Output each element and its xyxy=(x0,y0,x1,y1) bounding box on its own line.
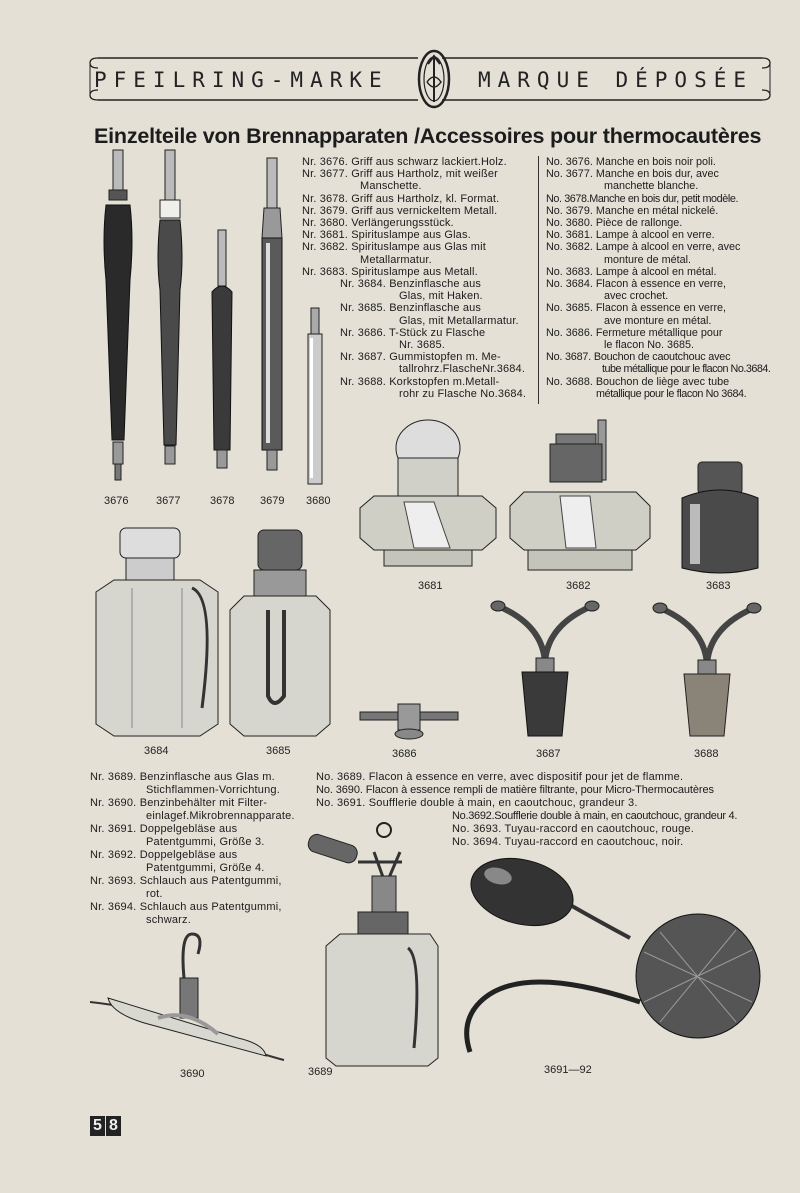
german-bottom-item: Nr. 3694. Schlauch aus Patentgummi, xyxy=(90,901,282,913)
label-3690: 3690 xyxy=(180,1068,205,1080)
german-item-list xyxy=(302,156,536,400)
label-3680: 3680 xyxy=(306,495,331,507)
german-item: Nr. 3686. T-Stück zu Flasche xyxy=(340,326,486,339)
french-item: No. 3677. Manche en bois dur, avec xyxy=(546,168,719,181)
german-item: tallrohrz.FlascheNr.3684. xyxy=(399,363,526,376)
handle-3676-illustration xyxy=(96,150,140,490)
label-3682: 3682 xyxy=(566,580,591,592)
header-right-text: MARQUE DÉPOSÉE xyxy=(478,68,754,92)
german-item: Nr. 3682. Spirituslampe aus Glas mit xyxy=(302,241,486,254)
label-3677: 3677 xyxy=(156,495,181,507)
german-bottom-item: Stichflammen-Vorrichtung. xyxy=(146,784,280,796)
label-3691-92: 3691—92 xyxy=(544,1064,592,1076)
label-3676: 3676 xyxy=(104,495,129,507)
label-3683: 3683 xyxy=(706,580,731,592)
spirit-lamp-3682-illustration xyxy=(506,420,654,578)
german-item: Manschette. xyxy=(360,180,422,193)
petrol-bottle-3685-illustration xyxy=(228,530,332,740)
french-item: No. 3687. Bouchon de caoutchouc avec xyxy=(546,351,731,364)
german-bottom-item: Patentgummi, Größe 3. xyxy=(146,836,265,848)
german-item: Metallarmatur. xyxy=(360,253,432,266)
label-3687: 3687 xyxy=(536,748,561,760)
label-3684: 3684 xyxy=(144,745,169,757)
french-item: monture de métal. xyxy=(604,253,692,266)
french-item-list xyxy=(546,156,776,400)
french-item: avec crochet. xyxy=(604,290,669,303)
french-bottom-item: No. 3690. Flacon à essence rempli de matière filtrante, pour Micro-Thermocautères xyxy=(316,784,714,796)
page-number-digit: 5 xyxy=(90,1116,105,1136)
header-left-text: PFEILRING-MARKE xyxy=(94,68,389,92)
label-3679: 3679 xyxy=(260,495,285,507)
german-bottom-item: Nr. 3693. Schlauch aus Patentgummi, xyxy=(90,875,282,887)
german-bottom-list xyxy=(90,771,310,927)
double-bulb-3691-illustration xyxy=(460,852,770,1060)
french-bottom-item: No.3692.Soufflerie double à main, en caoutchouc, grandeur 4. xyxy=(452,810,738,822)
german-item: Nr. 3685. xyxy=(399,339,445,352)
french-item: le flacon No. 3685. xyxy=(604,339,695,352)
french-item: No. 3679. Manche en métal nickelé. xyxy=(546,204,719,217)
french-bottom-item: No. 3691. Soufflerie double à main, en caoutchouc, grandeur 3. xyxy=(316,797,638,809)
cork-stopper-3688-illustration xyxy=(652,598,762,744)
handle-3677-illustration xyxy=(150,150,190,480)
german-item: Nr. 3683. Spirituslampe aus Metall. xyxy=(302,265,478,278)
german-item: rohr zu Flasche No.3684. xyxy=(399,387,527,400)
german-bottom-item: Nr. 3691. Doppelgebläse aus xyxy=(90,823,238,835)
petrol-bottle-3684-illustration xyxy=(92,528,222,740)
french-bottom-item: No. 3694. Tuyau-raccord en caoutchouc, noir. xyxy=(452,836,684,848)
french-item: No. 3683. Lampe à alcool en métal. xyxy=(546,265,717,278)
french-item: No. 3676. Manche en bois noir poli. xyxy=(546,156,716,168)
label-3681: 3681 xyxy=(418,580,443,592)
french-item: tube métallique pour le flacon No.3684. xyxy=(602,363,771,376)
rubber-stopper-3687-illustration xyxy=(490,596,600,744)
french-item: ave monture en métal. xyxy=(604,314,712,327)
german-bottom-item: einlagef.Mikrobrennapparate. xyxy=(146,810,295,822)
french-bottom-item: No. 3693. Tuyau-raccord en caoutchouc, rouge. xyxy=(452,823,694,835)
arrow-ring-logo-icon xyxy=(416,48,452,110)
french-item: No. 3688. Bouchon de liège avec tube xyxy=(546,375,730,388)
german-bottom-item: Nr. 3689. Benzinflasche aus Glas m. xyxy=(90,771,275,783)
german-item: Glas, mit Haken. xyxy=(399,290,483,303)
german-bottom-item: Nr. 3692. Doppelgebläse aus xyxy=(90,849,238,861)
label-3689: 3689 xyxy=(308,1066,333,1078)
french-bottom-item: No. 3689. Flacon à essence en verre, avec dispositif pour jet de flamme. xyxy=(316,771,684,783)
french-item: No. 3680. Pièce de rallonge. xyxy=(546,217,683,230)
german-item: Nr. 3688. Korkstopfen m.Metall- xyxy=(340,375,500,388)
french-item: No. 3678.Manche en bois dur, petit modèle. xyxy=(546,192,739,205)
french-item: manchette blanche. xyxy=(604,180,699,193)
t-piece-3686-illustration xyxy=(356,694,462,740)
german-item: Nr. 3676. Griff aus schwarz lackiert.Holz. xyxy=(302,156,507,168)
german-bottom-item: rot. xyxy=(146,888,163,900)
handle-3679-illustration xyxy=(252,158,292,478)
french-item: métallique pour le flacon No 3684. xyxy=(596,387,747,400)
german-item: Nr. 3679. Griff aus vernickeltem Metall. xyxy=(302,204,498,217)
petrol-container-3690-illustration xyxy=(88,928,288,1068)
german-bottom-item: schwarz. xyxy=(146,914,191,926)
column-divider xyxy=(538,156,539,404)
french-item: No. 3684. Flacon à essence en verre, xyxy=(546,278,727,291)
page-title: Einzelteile von Brennapparaten /Accessoires pour thermocautères xyxy=(94,124,762,148)
french-item: No. 3685. Flacon à essence en verre, xyxy=(546,302,727,315)
german-bottom-item: Nr. 3690. Benzinbehälter mit Filter- xyxy=(90,797,268,809)
flame-jet-bottle-3689-illustration xyxy=(304,818,444,1068)
german-item: Nr. 3687. Gummistopfen m. Me- xyxy=(340,351,501,364)
label-3688: 3688 xyxy=(694,748,719,760)
spirit-lamp-3683-illustration xyxy=(672,458,768,578)
german-bottom-item: Patentgummi, Größe 4. xyxy=(146,862,265,874)
page-number xyxy=(90,1116,124,1136)
german-item: Nr. 3678. Griff aus Hartholz, kl. Format. xyxy=(302,192,500,205)
german-item: Nr. 3685. Benzinflasche aus xyxy=(340,302,482,315)
label-3686: 3686 xyxy=(392,748,417,760)
label-3685: 3685 xyxy=(266,745,291,757)
french-item: No. 3681. Lampe à alcool en verre. xyxy=(546,229,715,242)
german-item: Nr. 3677. Griff aus Hartholz, mit weißer xyxy=(302,168,498,181)
spirit-lamp-3681-illustration xyxy=(354,418,502,578)
french-item: No. 3686. Fermeture métallique pour xyxy=(546,326,723,339)
page-number-digit: 8 xyxy=(106,1116,121,1136)
german-item: Nr. 3681. Spirituslampe aus Glas. xyxy=(302,229,471,242)
german-item: Nr. 3684. Benzinflasche aus xyxy=(340,278,482,291)
handle-3678-illustration xyxy=(204,230,240,480)
french-item: No. 3682. Lampe à alcool en verre, avec xyxy=(546,241,741,254)
german-item: Glas, mit Metallarmatur. xyxy=(399,314,519,327)
german-item: Nr. 3680. Verlängerungsstück. xyxy=(302,217,454,230)
label-3678: 3678 xyxy=(210,495,235,507)
